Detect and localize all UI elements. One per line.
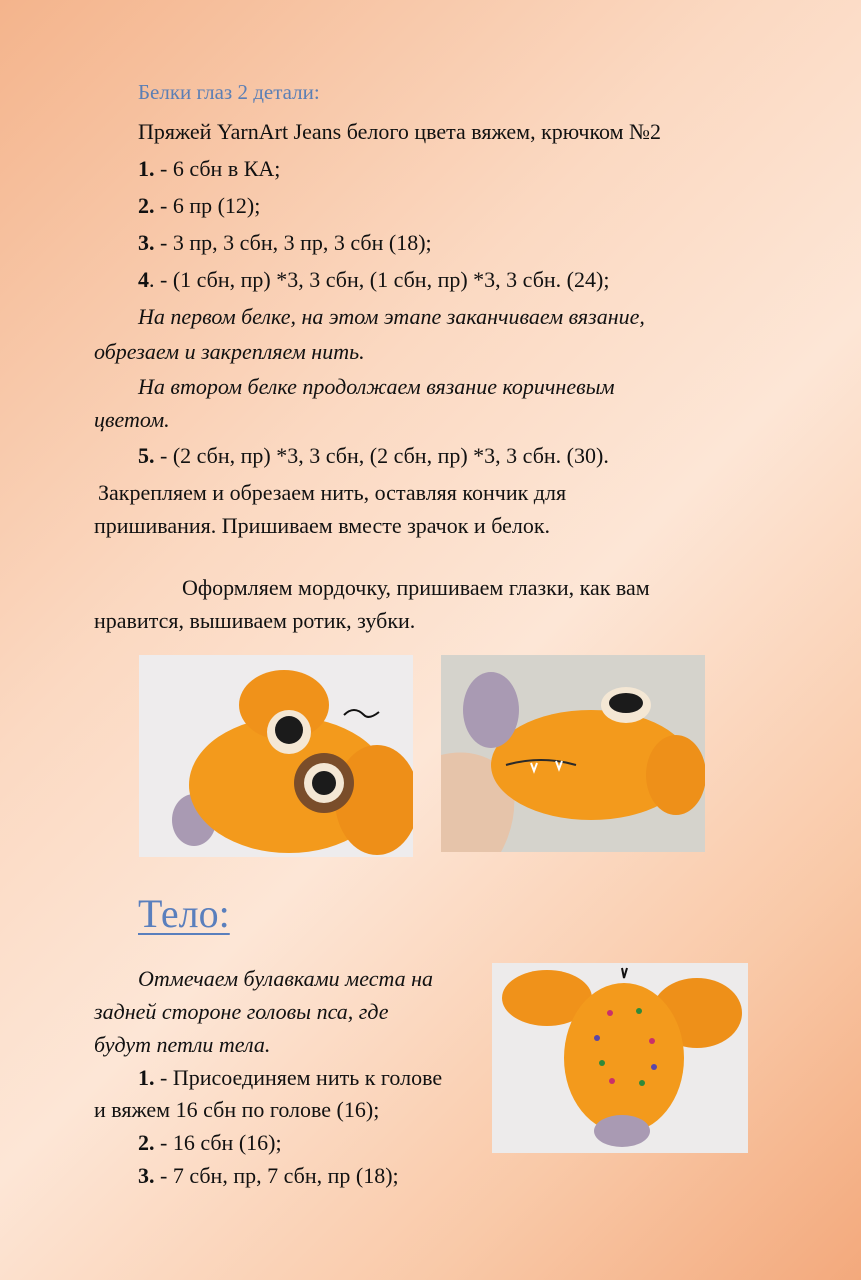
dog-head-illustration (139, 655, 413, 857)
photo-head-back-with-pins (492, 963, 748, 1153)
note-second-white-line1: На втором белке продолжаем вязание коричневым (138, 374, 615, 399)
row-text: . - (1 сбн, пр) *3, 3 сбн, (1 сбн, пр) *3, 3 сбн. (24); (149, 267, 610, 292)
row-text: - 6 сбн в КА; (154, 156, 281, 181)
note-first-white-line2: обрезаем и закрепляем нить. (94, 339, 365, 364)
row-5 (138, 442, 609, 470)
body-row-1-cont: и вяжем 16 сбн по голове (16); (94, 1097, 380, 1122)
photo-dog-head-eyes (139, 655, 413, 857)
body-row-1 (138, 1064, 442, 1092)
row-number: 1. (138, 1065, 155, 1090)
row-text: - 6 пр (12); (154, 193, 261, 218)
head-back-illustration (492, 963, 748, 1153)
row-3 (138, 229, 432, 257)
row-number: 5. (138, 443, 155, 468)
body-note-line1: Отмечаем булавками места на (138, 966, 434, 991)
row-number: 1. (138, 156, 155, 181)
section-heading-eye-whites: Белки глаз 2 детали: (138, 80, 320, 104)
body-note-line3: будут петли тела. (94, 1032, 271, 1057)
note-first-white-line1: На первом белке, на этом этапе заканчиваем вязание, (138, 304, 645, 329)
row-text: - (2 сбн, пр) *3, 3 сбн, (2 сбн, пр) *3, 3 сбн. (30). (154, 443, 609, 468)
section-heading-body: Тело: (138, 891, 230, 936)
row-number: 2. (138, 1130, 155, 1155)
row-number: 4 (138, 267, 149, 292)
body-row-3 (138, 1162, 399, 1190)
note-second-white-line2: цветом. (94, 407, 170, 432)
body-row-2 (138, 1129, 282, 1157)
finish-line2: пришивания. Пришиваем вместе зрачок и белок. (94, 513, 551, 538)
row-text: - Присоединяем нить к голове (154, 1065, 443, 1090)
row-number: 3. (138, 230, 155, 255)
row-1 (138, 155, 280, 183)
face-line2: нравится, вышиваем ротик, зубки. (94, 608, 416, 633)
row-text: - 16 сбн (16); (154, 1130, 282, 1155)
row-number: 2. (138, 193, 155, 218)
finish-line1: Закрепляем и обрезаем нить, оставляя кончик для (98, 480, 567, 505)
row-text: - 3 пр, 3 сбн, 3 пр, 3 сбн (18); (154, 230, 432, 255)
face-line1: Оформляем мордочку, пришиваем глазки, как вам (182, 575, 650, 600)
row-text: - 7 сбн, пр, 7 сбн, пр (18); (154, 1163, 399, 1188)
yarn-instruction: Пряжей YarnArt Jeans белого цвета вяжем, крючком №2 (138, 119, 662, 144)
dog-head-hand-illustration (441, 655, 705, 852)
row-4 (138, 266, 609, 294)
row-2 (138, 192, 260, 220)
photo-dog-head-in-hand (441, 655, 705, 852)
body-note-line2: задней стороне головы пса, где (94, 999, 389, 1024)
row-number: 3. (138, 1163, 155, 1188)
